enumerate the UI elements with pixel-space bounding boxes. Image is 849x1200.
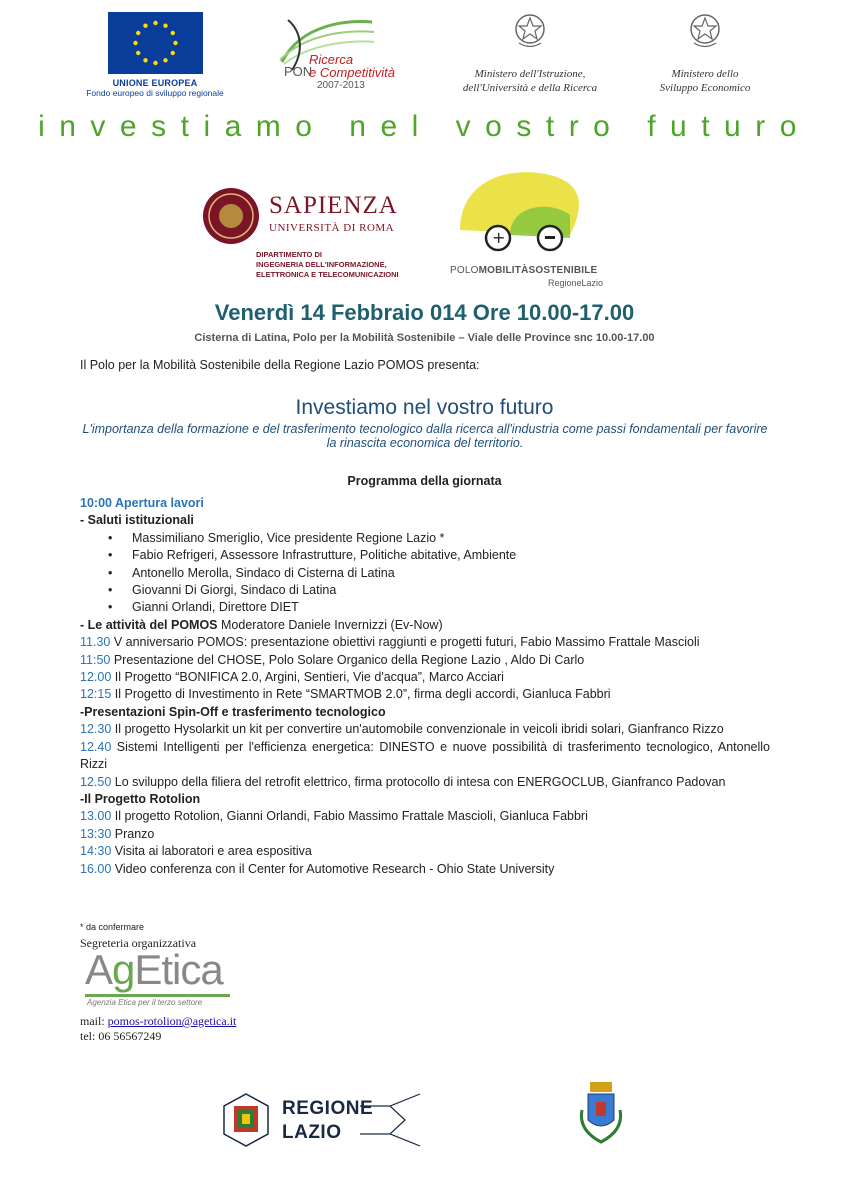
italian-republic-emblem-icon (688, 10, 722, 52)
schedule-item (80, 634, 770, 651)
schedule-time: 12.30 (80, 722, 112, 737)
rotolion-heading: -Il Progetto Rotolion (80, 791, 201, 806)
schedule-time: 12.40 (80, 739, 112, 754)
agetica-etica: Etica (134, 946, 223, 993)
regione-lazio-logo (220, 1092, 425, 1150)
speaker-item: • Giovanni Di Giorgi, Sindaco di Latina (80, 582, 770, 599)
municipal-crest-icon (576, 1080, 626, 1150)
pon-logo (262, 12, 417, 97)
event-date-heading: Venerdì 14 Febbraio 014 Ore 10.00-17.00 (214, 300, 635, 325)
polo-brand-b: MOBILITÀSOSTENIBILE (478, 265, 598, 276)
schedule-text: Il Progetto “BONIFICA 2.0, Argini, Sentieri, Vie d'acqua”, Marco Acciari (111, 670, 504, 685)
agetica-bar (85, 994, 230, 997)
polo-brand (450, 265, 597, 276)
svg-text:+: + (492, 228, 506, 247)
sapienza-dept1: DIPARTIMENTO DI (256, 250, 322, 259)
schedule-text: Presentazione del CHOSE, Polo Solare Organico della Regione Lazio , Aldo Di Carlo (110, 652, 585, 667)
green-car-icon (450, 160, 620, 260)
italian-republic-emblem-icon (513, 10, 547, 52)
polo-brand-a: POLO (450, 265, 479, 276)
schedule-item (80, 861, 770, 878)
schedule-text: V anniversario POMOS: presentazione obiettivi raggiunti e progetti futuri, Fabio Massimo Frattale Mascioli (110, 635, 700, 650)
regione-word: REGIONE (282, 1098, 374, 1119)
comune-crest-logo (576, 1080, 626, 1150)
schedule-time: 14:30 (80, 844, 112, 859)
pon-line1: Ricerca (309, 52, 354, 67)
sapienza-logo (203, 188, 423, 288)
spinoff-heading: -Presentazioni Spin-Off e trasferimento tecnologico (80, 704, 386, 719)
schedule-text: Pranzo (111, 826, 155, 841)
schedule-text: Visita ai laboratori e area espositiva (111, 844, 312, 859)
pon-years: 2007-2013 (317, 80, 365, 91)
segreteria-label: Segreteria organizzativa (80, 936, 197, 950)
eu-flag-icon (108, 12, 203, 74)
sapienza-name: SAPIENZA (269, 192, 398, 219)
pomos-section (80, 617, 770, 634)
event-place: Cisterna di Latina, Polo per la Mobilità Sostenibile – Viale delle Province snc 10.00-17.00 (194, 332, 655, 344)
saluti-heading: - Saluti istituzionali (80, 513, 194, 528)
polo-region: RegioneLazio (548, 278, 604, 288)
opening-time: 10:00 Apertura lavori (80, 496, 204, 510)
ministry2-line1: Ministero dello (671, 68, 739, 80)
pon-line2: e Competitività (309, 65, 395, 80)
schedule-time: 12.00 (80, 670, 112, 685)
schedule-time: 11:50 (80, 652, 111, 667)
sapienza-seal-icon (203, 188, 259, 244)
ministry2-line2: Sviluppo Economico (659, 82, 751, 94)
agetica-tagline: Agenzia Etica per il terzo settore (87, 998, 203, 1007)
program-heading: Programma della giornata (347, 474, 502, 488)
agetica-g: g (112, 946, 135, 993)
schedule-item (80, 739, 770, 774)
footnote: * da confermare (80, 922, 145, 932)
ministry-economic-logo (630, 10, 780, 95)
sapienza-dept3: ELETTRONICA E TELECOMUNICAZIONI (256, 270, 399, 279)
eu-label: UNIONE EUROPEA (112, 78, 198, 88)
schedule-item (80, 686, 770, 703)
event-title: Investiamo nel vostro futuro (295, 396, 554, 419)
schedule-time: 13.00 (80, 809, 112, 824)
schedule-item (80, 843, 770, 860)
polo-mobilita-logo (450, 160, 620, 290)
mail-link[interactable]: pomos-rotolion@agetica.it (107, 1014, 237, 1028)
pomos-heading: - Le attività del POMOS (80, 617, 218, 632)
agetica-a: A (85, 946, 113, 993)
speaker-item: • Massimiliano Smeriglio, Vice presidente Regione Lazio * (80, 530, 770, 547)
regione-lazio-swoosh-icon (360, 1092, 440, 1148)
speaker-item: • Antonello Merolla, Sindaco di Cisterna di Latina (80, 565, 770, 582)
schedule-text: Video conferenza con il Center for Automotive Research - Ohio State University (111, 861, 555, 876)
regione-lazio-crest-icon (220, 1092, 272, 1148)
schedule-text: Il Progetto di Investimento in Rete “SMARTMOB 2.0”, firma degli accordi, Gianluca Fabbri (111, 687, 611, 702)
agetica-wordmark (85, 946, 223, 994)
schedule-time: 16.00 (80, 861, 112, 876)
schedule-text: Lo sviluppo della filiera del retrofit elettrico, firma protocollo di intesa con ENERGOCLUB, Gianfranco Padovan (111, 774, 726, 789)
schedule-item (80, 826, 770, 843)
schedule-item (80, 652, 770, 669)
schedule-time: 12:15 (80, 687, 112, 702)
lazio-word: LAZIO (282, 1122, 342, 1143)
schedule-item (80, 774, 770, 791)
event-intro: Il Polo per la Mobilità Sostenibile della Regione Lazio POMOS presenta: (80, 358, 480, 372)
ministry1-line2: dell'Università e della Ricerca (462, 82, 598, 94)
schedule-time: 12.50 (80, 774, 112, 789)
schedule-time: 13:30 (80, 826, 112, 841)
ministry1-line1: Ministero dell'Istruzione, (474, 68, 586, 80)
schedule-text: Sistemi Intelligenti per l'efficienza energetica: DINESTO e nuove possibilità di trasferimento tecnologico, Antonello Rizzi (80, 739, 770, 772)
tel-line: tel: 06 56567249 (80, 1029, 162, 1043)
ministry-education-logo (455, 10, 605, 95)
schedule-item (80, 669, 770, 686)
sapienza-dept2: INGEGNERIA DELL'INFORMAZIONE, (256, 260, 387, 269)
program-body (80, 495, 770, 878)
mail-line (80, 1014, 236, 1029)
agetica-logo (85, 946, 235, 1010)
eu-logo (80, 12, 230, 98)
mail-label: mail: (80, 1014, 108, 1028)
sapienza-sub: UNIVERSITÀ DI ROMA (269, 222, 395, 234)
eu-fund-label: Fondo europeo di sviluppo regionale (86, 88, 224, 98)
schedule-item (80, 808, 770, 825)
pomos-moderator: Moderatore Daniele Invernizzi (Ev-Now) (217, 617, 443, 632)
schedule-time: 11.30 (80, 635, 111, 650)
slogan: investiamo nel vostro futuro (38, 110, 811, 143)
speaker-item: • Fabio Refrigeri, Assessore Infrastrutture, Politiche abitative, Ambiente (80, 547, 770, 564)
schedule-text: Il progetto Rotolion, Gianni Orlandi, Fabio Massimo Frattale Mascioli, Gianluca Fabbri (111, 809, 588, 824)
schedule-item (80, 721, 770, 738)
event-subtitle: L'importanza della formazione e del trasferimento tecnologico dalla ricerca all'industria come passi fondamentali per favorire la rinascita economica del territorio. (82, 422, 768, 450)
speaker-item: • Gianni Orlandi, Direttore DIET (80, 599, 770, 616)
schedule-text: Il progetto Hysolarkit un kit per convertire un'automobile convenzionale in veicoli ibridi solari, Gianfranco Rizzo (111, 722, 724, 737)
pon-word: PON (284, 64, 313, 79)
